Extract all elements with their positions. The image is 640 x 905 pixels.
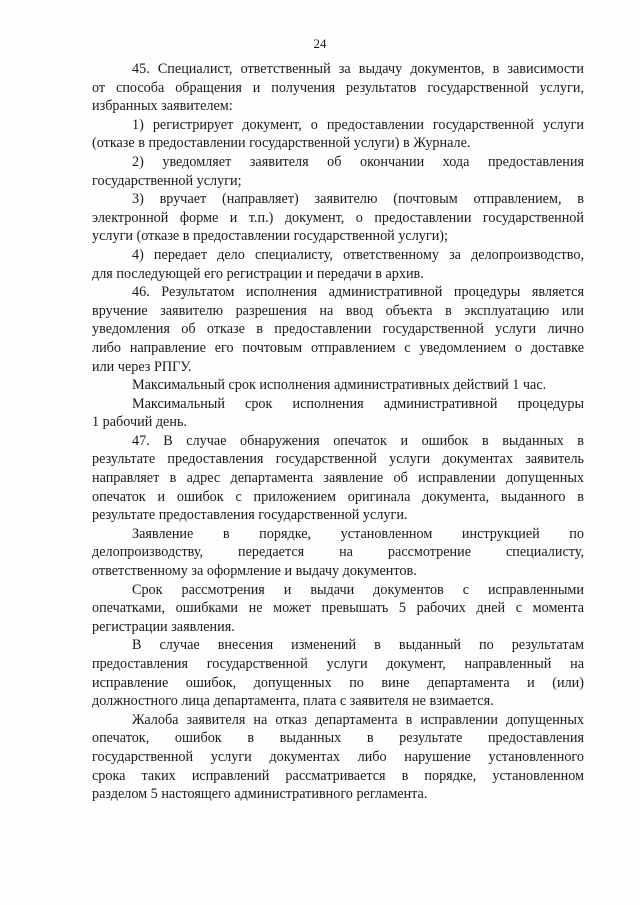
paragraph xyxy=(92,116,584,153)
text-line: 1) регистрирует документ, о предоставлении государственной услуги xyxy=(132,116,584,133)
text-line: электронной форме и т.п.) документ, о предоставлении государственной xyxy=(92,209,584,226)
text-line: опечаток, ошибок в выданных в результате предоставления xyxy=(92,730,584,747)
paragraph xyxy=(92,153,584,190)
text-line: делопроизводству, передается на рассмотрение специалисту, xyxy=(92,544,584,561)
text-line: разделом 5 настоящего административного регламента. xyxy=(92,786,428,803)
text-line: для последующей его регистрации и передачи в архив. xyxy=(92,265,424,282)
text-line: опечатками, ошибками не может превышать 5 рабочих дней с момента xyxy=(92,600,584,617)
text-line: В случае внесения изменений в выданный по результатам xyxy=(132,637,584,654)
text-line: услуги (отказе в предоставлении государственной услуги); xyxy=(92,228,448,245)
document-body xyxy=(92,60,584,804)
text-line: регистрации заявления. xyxy=(92,618,235,635)
text-line: либо направление его почтовым отправлением с уведомлением о доставке xyxy=(92,339,584,356)
paragraph xyxy=(92,246,584,283)
text-line: Заявление в порядке, установленном инструкцией по xyxy=(132,525,584,542)
paragraph xyxy=(92,60,584,116)
text-line: избранных заявителем: xyxy=(92,98,233,115)
paragraph xyxy=(92,525,584,581)
text-line: от способа обращения и получения результатов государственной услуги, xyxy=(92,79,584,96)
text-line: 3) вручает (направляет) заявителю (почтовым отправлением, в xyxy=(132,191,584,208)
text-line: Максимальный срок исполнения административной процедуры xyxy=(132,395,584,412)
text-line: государственной услуги; xyxy=(92,172,242,189)
paragraph xyxy=(92,283,584,376)
text-line: вручение заявителю разрешения на ввод объекта в эксплуатацию или xyxy=(92,302,584,319)
text-line: ответственному за оформление и выдачу документов. xyxy=(92,563,417,580)
paragraph xyxy=(92,376,584,395)
paragraph xyxy=(92,636,584,710)
page-number: 24 xyxy=(313,36,327,51)
text-line: Максимальный срок исполнения административных действий 1 час. xyxy=(132,377,547,394)
text-line: Жалоба заявителя на отказ департамента в исправлении допущенных xyxy=(132,711,584,728)
text-line: 45. Специалист, ответственный за выдачу документов, в зависимости xyxy=(132,61,584,77)
text-line: 1 рабочий день. xyxy=(92,414,187,431)
text-line: 46. Результатом исполнения административной процедуры является xyxy=(132,284,584,301)
text-line: результате предоставления государственной услуги документах заявитель xyxy=(92,451,584,468)
text-line: опечаток и ошибок с приложением оригинала документа, выданного в xyxy=(92,488,584,505)
paragraph xyxy=(92,711,584,804)
text-line: государственной услуги документах либо нарушение установленного xyxy=(92,748,584,765)
text-line: 47. В случае обнаружения опечаток и ошибок в выданных в xyxy=(132,432,584,449)
text-line: или через РПГУ. xyxy=(92,358,192,375)
paragraph xyxy=(92,190,584,246)
text-line: результате предоставления государственной услуги. xyxy=(92,507,408,524)
paragraph xyxy=(92,581,584,637)
text-line: (отказе в предоставлении государственной услуги) в Журнале. xyxy=(92,135,471,152)
text-line: уведомления об отказе в предоставлении государственной услуги лично xyxy=(92,321,584,338)
text-line: исправление ошибок, допущенных по вине департамента и (или) xyxy=(92,674,584,691)
text-line: Срок рассмотрения и выдачи документов с исправленными xyxy=(132,581,584,598)
text-line: должностного лица департамента, плата с заявителя не взимается. xyxy=(92,693,494,710)
paragraph xyxy=(92,395,584,432)
text-line: направляет в адрес департамента заявление об исправлении допущенных xyxy=(92,470,584,487)
text-line: предоставления государственной услуги документ, направленный на xyxy=(92,656,584,672)
text-line: 4) передает дело специалисту, ответственному за делопроизводство, xyxy=(132,246,584,263)
text-line: 2) уведомляет заявителя об окончании хода предоставления xyxy=(132,153,584,170)
text-line: срока таких исправлений рассматривается в порядке, установленном xyxy=(92,767,584,784)
paragraph xyxy=(92,432,584,525)
